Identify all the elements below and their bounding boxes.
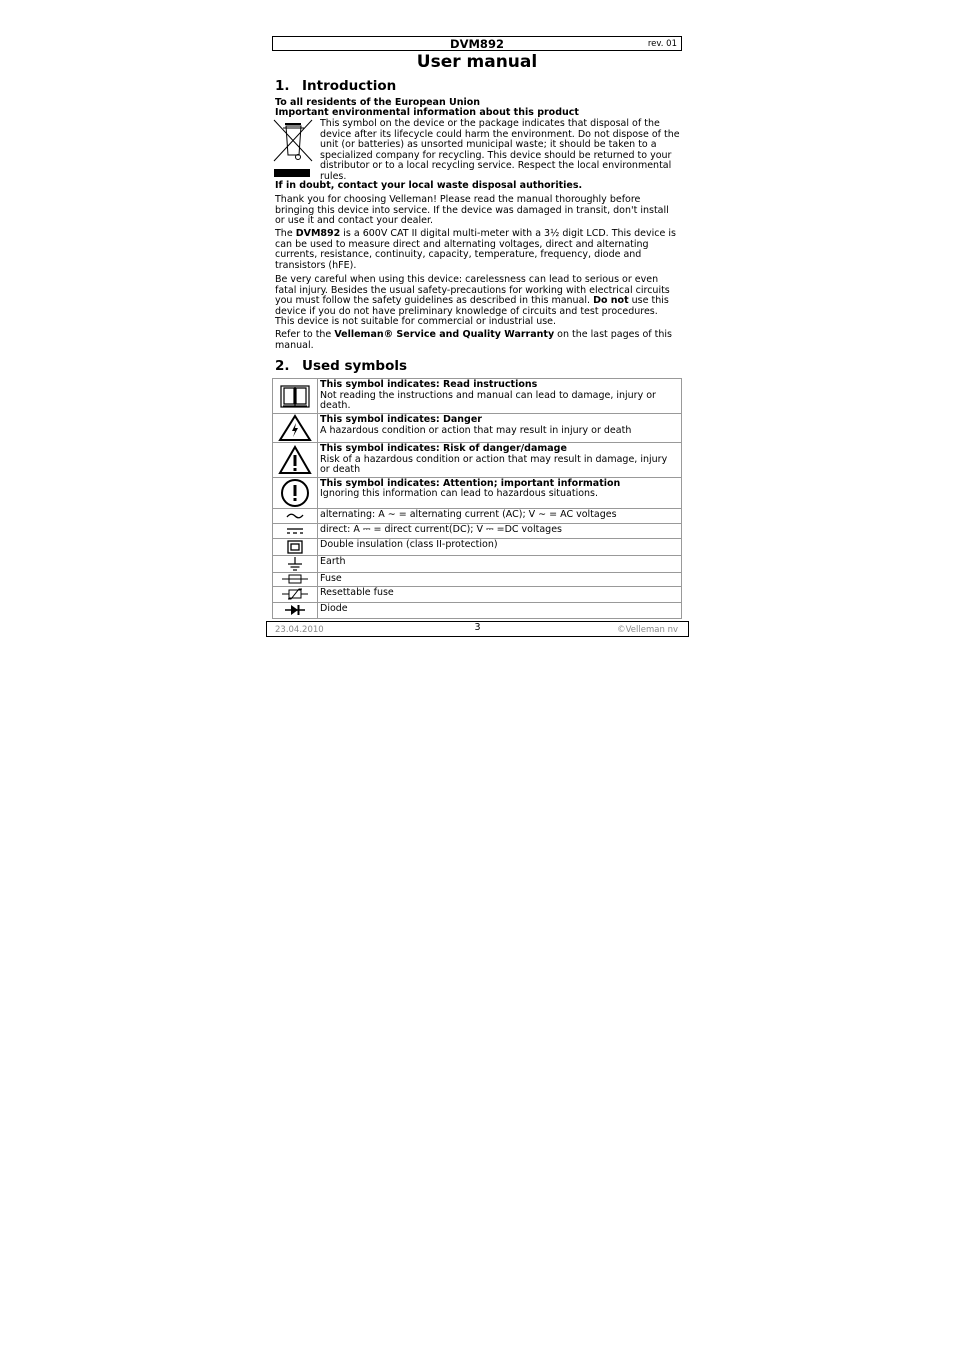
diode-icon: [273, 602, 318, 618]
revision-label: rev. 01: [647, 39, 677, 49]
section-heading-introduction: [275, 78, 396, 94]
symbol-description: [318, 477, 682, 508]
section-heading-symbols: [275, 358, 407, 374]
resettable-fuse-icon: [273, 586, 318, 602]
double-insulation-icon: [273, 538, 318, 555]
book-icon: [273, 379, 318, 414]
footer-date: 23.04.2010: [275, 625, 324, 635]
symbol-text: Ignoring this information can lead to hazardous situations.: [320, 488, 599, 499]
symbol-text: Double insulation (class II-protection): [318, 538, 682, 555]
eu-residents-line: To all residents of the European Union: [275, 97, 481, 108]
symbol-description: [318, 414, 682, 443]
page-header: [272, 36, 682, 51]
symbol-text: Fuse: [318, 572, 682, 586]
page-footer: [266, 621, 689, 637]
environment-info-line: Important environmental information about this product: [275, 107, 579, 118]
earth-icon: [273, 555, 318, 572]
fuse-icon: [273, 572, 318, 586]
symbol-row: [273, 477, 682, 508]
symbol-description: [318, 379, 682, 414]
text-run: Be very careful when using this device: carelessness can lead to serious or even fatal injury. Besides the usual safety-precautions for working with electrical circuits you must follow the safety guidelines as described in this manual.: [275, 274, 670, 306]
model-name-inline: DVM892: [295, 228, 341, 239]
page-title: User manual: [416, 52, 538, 72]
symbol-row: [273, 443, 682, 478]
intro-paragraph-description: [275, 229, 680, 271]
emphasis-text: Do not: [593, 295, 629, 306]
model-name: DVM892: [450, 37, 504, 51]
text-run: is a 600V CAT II digital multi-meter with a 3½ digit LCD. This device is can be used to measure direct and alternating voltages, direct and alternating currents, resistance, continuity, capacity, temperature, frequency, diode and transistors (hFE).: [275, 228, 676, 271]
symbol-text: Earth: [318, 555, 682, 572]
text-run: on the last pages of this manual.: [275, 329, 672, 351]
symbols-table: [272, 378, 682, 619]
symbol-row: [273, 572, 682, 586]
exclamation-circle-icon: [273, 477, 318, 508]
symbol-row: [273, 555, 682, 572]
intro-paragraph-warranty: [275, 330, 680, 351]
symbol-text: direct: A ⎓ = direct current(DC); V ⎓ =DC voltages: [318, 523, 682, 538]
intro-paragraph-safety: [275, 275, 680, 328]
text-run: use this device if you do not have preliminary knowledge of circuits and test procedures. This device is not suitable for commercial or industrial use.: [275, 295, 669, 327]
section-number: 1.: [275, 78, 290, 94]
symbol-text: Diode: [318, 602, 682, 618]
footer-copyright: ©Velleman nv: [617, 625, 678, 635]
exclamation-triangle-icon: [273, 443, 318, 478]
weee-description: This symbol on the device or the package indicates that disposal of the device after its lifecycle could harm the environment. Do not dispose of the unit (or batteries) as unsorted municipal waste; it should be taken to a specialized company for recycling. This device should be returned to your distributor or to a local recycling service. Respect the local environmental rules.: [320, 118, 680, 182]
symbol-text: Not reading the instructions and manual can lead to damage, injury or death.: [320, 389, 656, 411]
section-title: Introduction: [302, 78, 397, 94]
symbol-title: This symbol indicates: Read instructions: [320, 379, 538, 390]
text-run: The: [275, 228, 296, 239]
symbol-row: [273, 508, 682, 523]
page-number: 3: [474, 622, 481, 633]
symbol-title: This symbol indicates: Attention; important information: [320, 477, 621, 489]
symbol-row: [273, 602, 682, 618]
symbol-title: This symbol indicates: Danger: [320, 414, 482, 425]
dc-icon: [273, 523, 318, 538]
symbol-row: [273, 586, 682, 602]
disposal-advice-line: If in doubt, contact your local waste disposal authorities.: [275, 180, 583, 191]
symbol-text: A hazardous condition or action that may result in injury or death: [320, 424, 632, 436]
symbol-text: alternating: A ∼ = alternating current (AC); V ∼ = AC voltages: [318, 508, 682, 523]
section-title: Used symbols: [302, 358, 408, 374]
lightning-triangle-icon: [273, 414, 318, 443]
warranty-reference: Velleman® Service and Quality Warranty: [334, 329, 555, 340]
symbol-text: Resettable fuse: [318, 586, 682, 602]
symbol-row: [273, 538, 682, 555]
ac-icon: [273, 508, 318, 523]
symbol-title: This symbol indicates: Risk of danger/damage: [320, 443, 567, 454]
crossed-bin-icon: [273, 119, 315, 179]
symbol-description: [318, 443, 682, 478]
intro-paragraph-thanks: Thank you for choosing Velleman! Please read the manual thoroughly before bringing this device into service. If the device was damaged in transit, don't install or use it and contact your dealer.: [275, 194, 669, 226]
text-run: Refer to the: [275, 329, 335, 340]
symbol-row: [273, 379, 682, 414]
symbol-row: [273, 523, 682, 538]
symbol-row: [273, 414, 682, 443]
section-number: 2.: [275, 358, 290, 374]
symbol-text: Risk of a hazardous condition or action that may result in damage, injury or death: [320, 453, 668, 475]
